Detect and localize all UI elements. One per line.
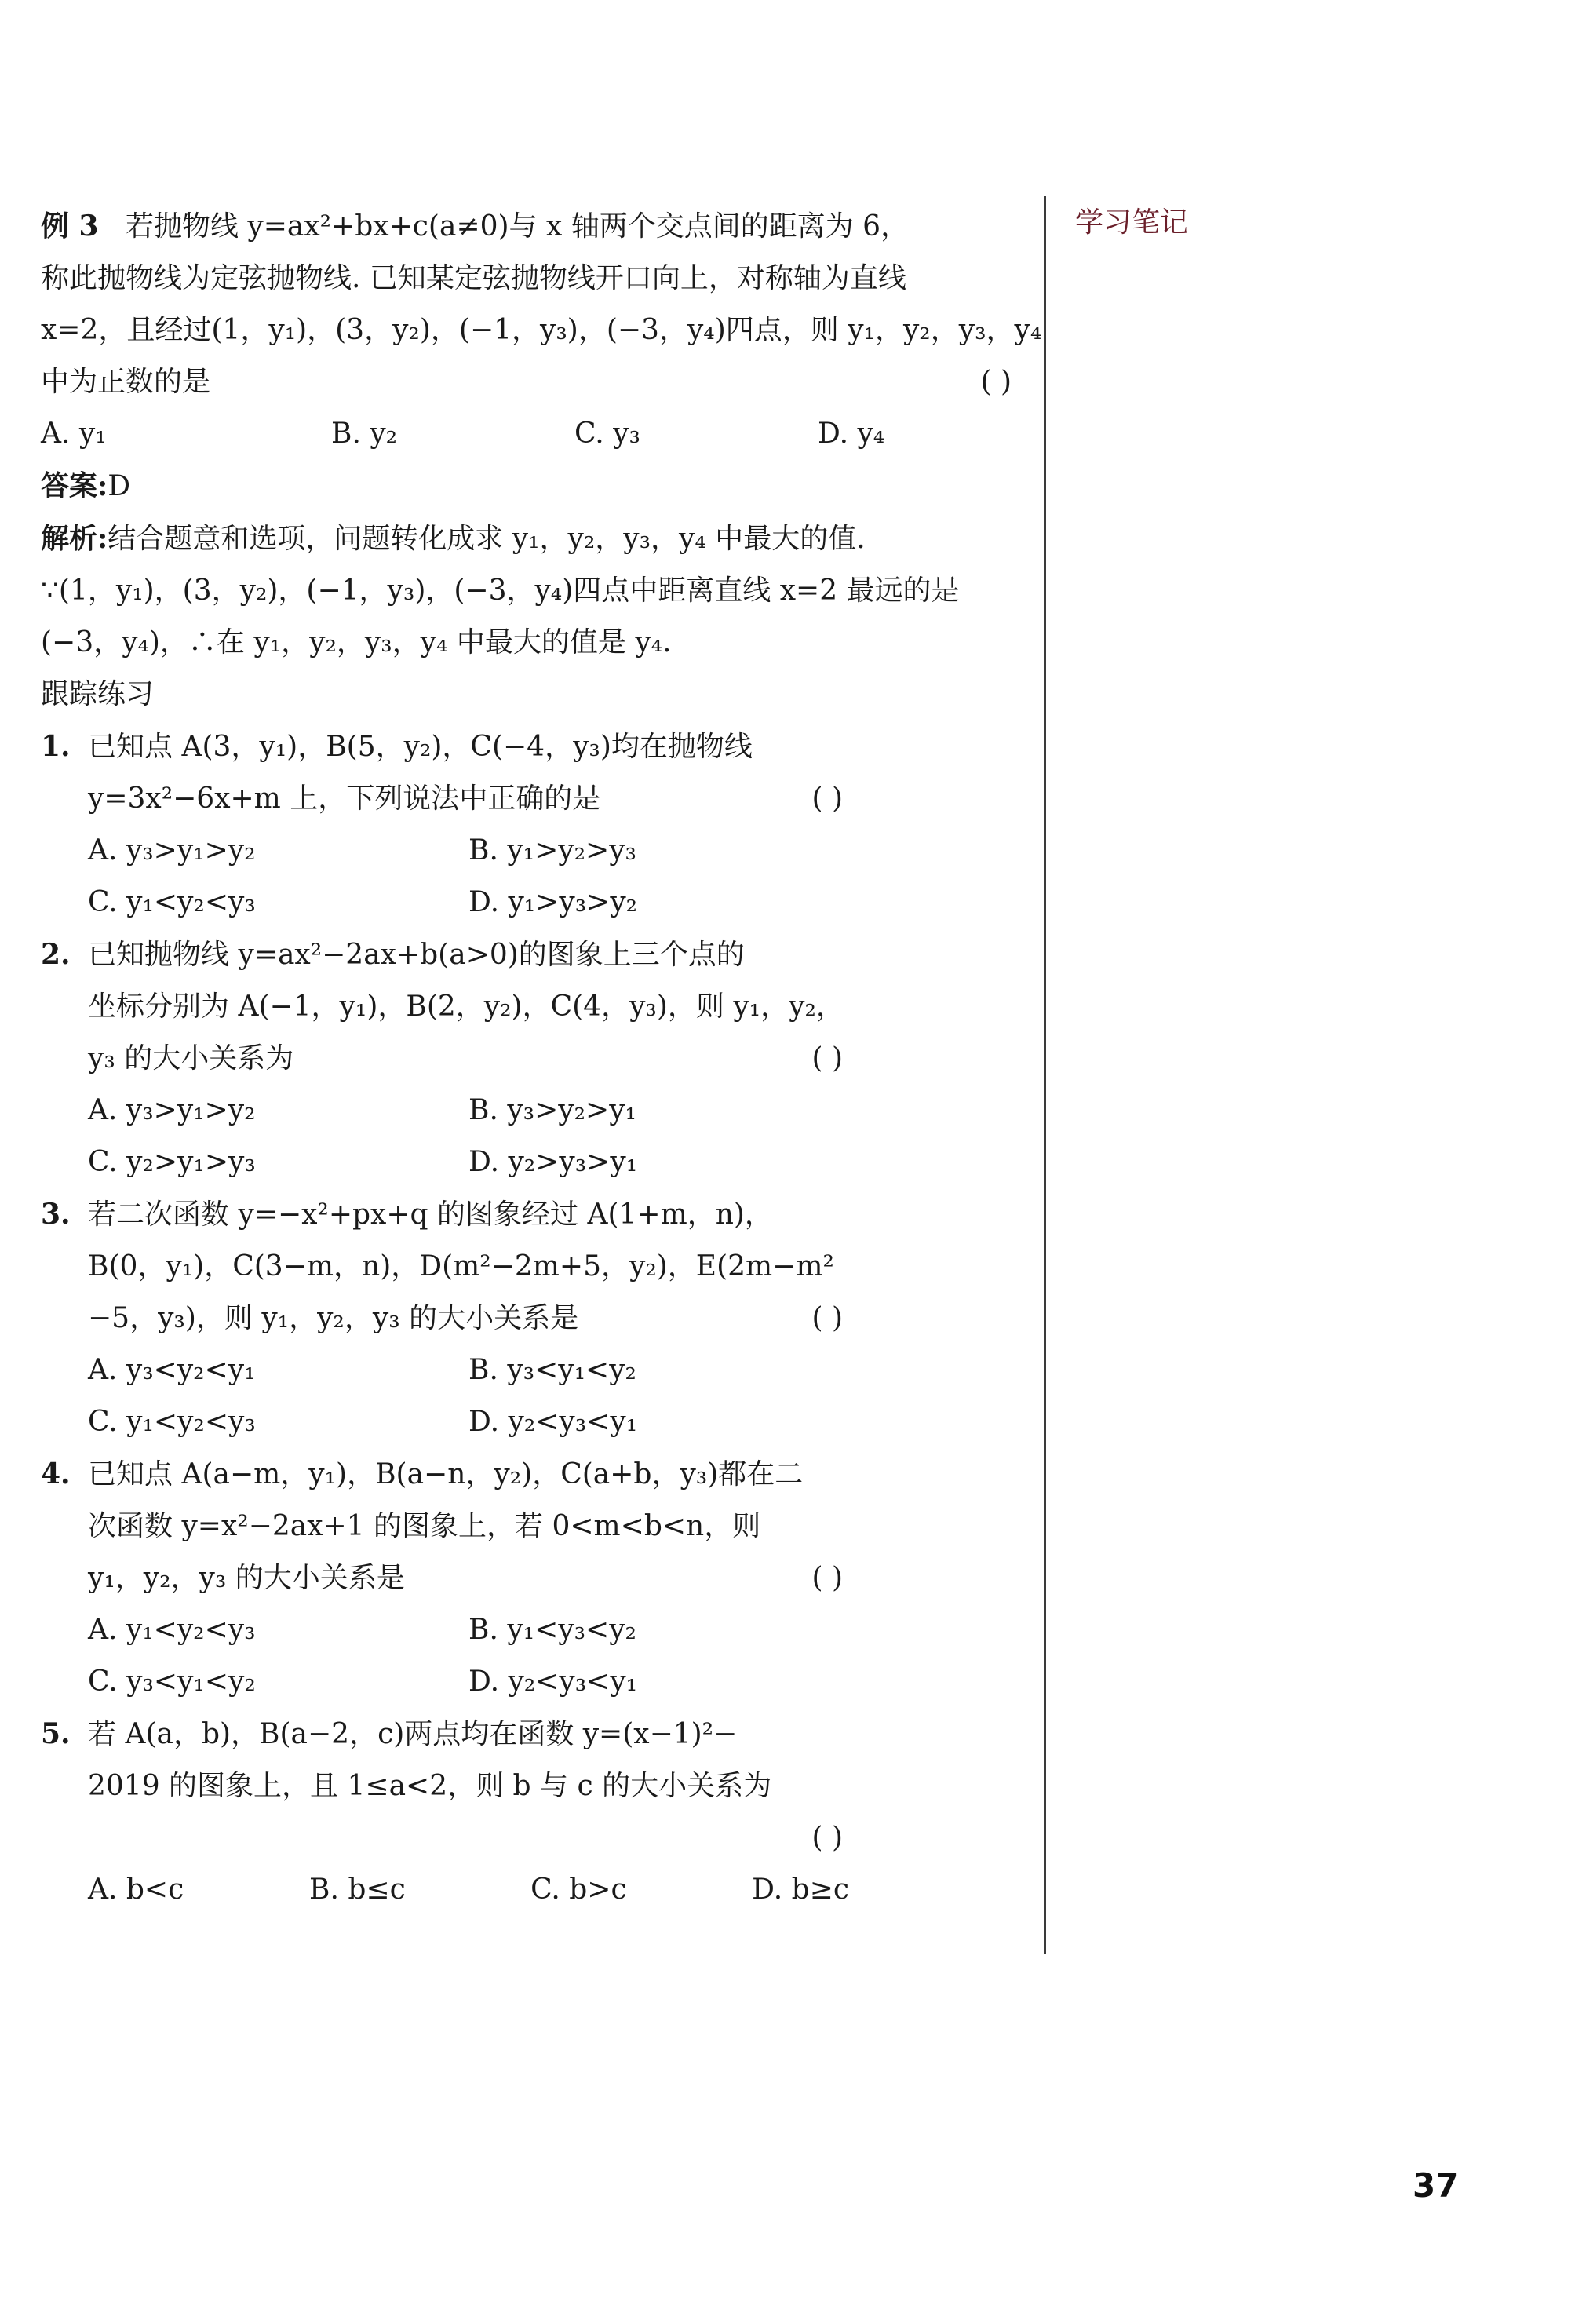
options-row — [41, 1864, 849, 1916]
question-5 — [41, 1708, 849, 1916]
options-row — [41, 1344, 849, 1396]
option-c: C. y₂>y₁>y₃ — [88, 1146, 256, 1178]
column-divider — [1044, 196, 1046, 1954]
question-line — [41, 1552, 849, 1604]
question-line — [41, 929, 849, 981]
question-number: 4. — [41, 1458, 71, 1490]
tracking-title: 跟踪练习 — [41, 678, 155, 710]
question-text: y₃ 的大小关系为 — [88, 1042, 294, 1074]
question-line: 次函数 y=x²−2ax+1 的图象上，若 0<m<b<n，则 — [88, 1510, 761, 1542]
question-number: 3. — [41, 1198, 71, 1231]
answer-paren: ( ) — [811, 1562, 843, 1594]
options-row — [41, 1085, 849, 1136]
option-b: B. b≤c — [309, 1873, 406, 1906]
question-text: 若 A(a，b)，B(a−2，c)两点均在函数 y=(x−1)²− — [88, 1718, 738, 1750]
answer-value: D — [108, 470, 131, 502]
question-number: 1. — [41, 730, 71, 763]
option-c: C. y₁<y₂<y₃ — [88, 886, 256, 918]
question-line: 2019 的图象上，且 1≤a<2，则 b 与 c 的大小关系为 — [88, 1770, 772, 1802]
analysis-label: 解析: — [41, 522, 108, 555]
page-number: 37 — [1413, 2166, 1459, 2205]
question-line — [41, 1293, 849, 1344]
question-number: 5. — [41, 1717, 71, 1750]
example-line-3: x=2，且经过(1，y₁)，(3，y₂)，(−1，y₃)，(−3，y₄)四点，则 y₁，y₂，y₃，y₄ — [41, 314, 1042, 346]
options-row — [41, 1656, 849, 1708]
question-line — [41, 1448, 849, 1501]
study-notes-title: 学习笔记 — [1075, 206, 1189, 239]
answer-line — [41, 460, 1018, 513]
question-text: 若二次函数 y=−x²+px+q 的图象经过 A(1+m，n)， — [88, 1198, 773, 1231]
answer-paren: ( ) — [980, 366, 1012, 398]
example-label: 例 3 — [41, 210, 99, 243]
question-text: 已知点 A(a−m，y₁)，B(a−n，y₂)，C(a+b，y₃)都在二 — [88, 1458, 804, 1490]
example-line-2: 称此抛物线为定弦抛物线. 已知某定弦抛物线开口向上，对称轴为直线 — [41, 262, 906, 294]
question-line — [41, 1812, 849, 1864]
example-line-1 — [41, 200, 1018, 253]
question-text: 已知点 A(3，y₁)，B(5，y₂)，C(−4，y₃)均在抛物线 — [88, 731, 753, 763]
option-d: D. y₄ — [818, 418, 885, 450]
example-options — [41, 408, 1018, 460]
question-2 — [41, 929, 849, 1188]
option-d: D. y₂<y₃<y₁ — [468, 1406, 638, 1438]
answer-label: 答案: — [41, 469, 108, 502]
answer-paren: ( ) — [811, 1822, 843, 1854]
answer-paren: ( ) — [811, 1302, 843, 1334]
question-3 — [41, 1188, 849, 1448]
option-b: B. y₃>y₂>y₁ — [468, 1094, 636, 1126]
question-1 — [41, 721, 849, 929]
answer-paren: ( ) — [811, 783, 843, 815]
option-b: B. y₁<y₃<y₂ — [468, 1614, 636, 1646]
question-text: y₁，y₂，y₃ 的大小关系是 — [88, 1562, 405, 1594]
option-c: C. y₃<y₁<y₂ — [88, 1665, 256, 1698]
question-line — [41, 1033, 849, 1085]
option-b: B. y₃<y₁<y₂ — [468, 1354, 636, 1386]
option-d: D. y₂<y₃<y₁ — [468, 1665, 638, 1698]
question-4 — [41, 1448, 849, 1708]
options-row — [41, 1136, 849, 1188]
option-a: A. y₁<y₂<y₃ — [88, 1614, 256, 1646]
question-line — [41, 1188, 849, 1241]
option-c: C. y₃ — [574, 418, 640, 450]
example-line-4 — [41, 356, 1018, 408]
option-a: A. b<c — [88, 1873, 184, 1906]
example-text: 中为正数的是 — [41, 366, 211, 398]
option-d: D. y₁>y₃>y₂ — [468, 886, 638, 918]
options-row — [41, 1396, 849, 1448]
option-a: A. y₁ — [41, 418, 107, 450]
question-number: 2. — [41, 938, 71, 971]
analysis-line-2: ∵(1，y₁)，(3，y₂)，(−1，y₃)，(−3，y₄)四点中距离直线 x=2 最远的是 — [41, 575, 960, 607]
option-b: B. y₁>y₂>y₃ — [468, 834, 636, 866]
option-a: A. y₃>y₁>y₂ — [88, 834, 256, 866]
option-c: C. b>c — [530, 1873, 627, 1906]
options-row — [41, 825, 849, 877]
question-text: y=3x²−6x+m 上，下列说法中正确的是 — [88, 783, 601, 815]
answer-paren: ( ) — [811, 1042, 843, 1074]
options-row — [41, 1604, 849, 1656]
options-row — [41, 877, 849, 929]
example-text: 若抛物线 y=ax²+bx+c(a≠0)与 x 轴两个交点间的距离为 6， — [125, 210, 910, 243]
option-d: D. y₂>y₃>y₁ — [468, 1146, 638, 1178]
main-content — [41, 200, 1042, 1916]
analysis-line-3: (−3，y₄)，∴在 y₁，y₂，y₃，y₄ 中最大的值是 y₄. — [41, 626, 672, 659]
analysis-text: 结合题意和选项，问题转化成求 y₁，y₂，y₃，y₄ 中最大的值. — [108, 523, 866, 555]
question-line — [41, 721, 849, 773]
option-b: B. y₂ — [331, 418, 398, 450]
option-a: A. y₃<y₂<y₁ — [88, 1354, 256, 1386]
question-text: 已知抛物线 y=ax²−2ax+b(a>0)的图象上三个点的 — [88, 939, 745, 971]
option-c: C. y₁<y₂<y₃ — [88, 1406, 256, 1438]
analysis-line-1 — [41, 513, 1018, 565]
question-text: −5，y₃)，则 y₁，y₂，y₃ 的大小关系是 — [88, 1302, 579, 1334]
option-d: D. b≥c — [752, 1873, 849, 1906]
option-a: A. y₃>y₁>y₂ — [88, 1094, 256, 1126]
question-line: 坐标分别为 A(−1，y₁)，B(2，y₂)，C(4，y₃)，则 y₁，y₂， — [88, 991, 844, 1023]
question-line — [41, 1708, 849, 1760]
question-line: B(0，y₁)，C(3−m，n)，D(m²−2m+5，y₂)，E(2m−m² — [88, 1250, 834, 1282]
question-line — [41, 773, 849, 825]
